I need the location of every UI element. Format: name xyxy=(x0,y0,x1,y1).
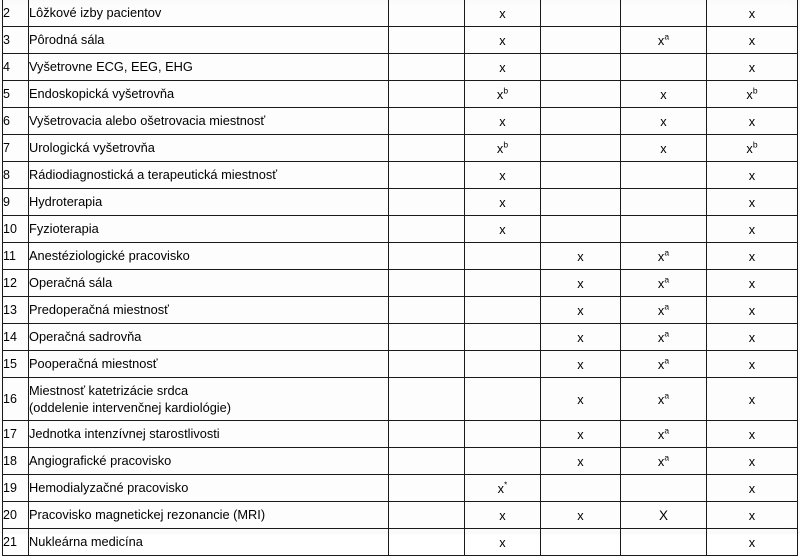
mark-cell-m5 xyxy=(707,529,798,556)
mark-glyph: x xyxy=(657,329,665,345)
table-row xyxy=(3,162,798,189)
row-label-line1: Pracovisko magnetickej rezonancie (MRI) xyxy=(29,507,266,523)
row-number: 14 xyxy=(3,324,29,351)
mark-cell-m5 xyxy=(707,270,798,297)
row-label xyxy=(29,108,389,135)
mark-glyph: x xyxy=(577,248,584,264)
row-number: 12 xyxy=(3,270,29,297)
mark-cell-m3 xyxy=(541,378,621,421)
mark-cell-m3 xyxy=(541,81,621,108)
row-number: 13 xyxy=(3,297,29,324)
mark-cell-m4 xyxy=(621,27,707,54)
mark-cell-m1 xyxy=(389,378,465,421)
mark-glyph: x xyxy=(577,507,584,523)
mark-cell-m1 xyxy=(389,135,465,162)
row-label-line1: Jednotka intenzívnej starostlivosti xyxy=(29,426,220,442)
row-label xyxy=(29,0,389,27)
row-number: 9 xyxy=(3,189,29,216)
row-number: 21 xyxy=(3,529,29,556)
row-label-line1: Hemodialyzačné pracovisko xyxy=(29,480,189,496)
mark-cell-m2 xyxy=(465,162,541,189)
mark-cell-m2 xyxy=(465,216,541,243)
row-label xyxy=(29,378,389,421)
table-row xyxy=(3,135,798,162)
mark-cell-m2 xyxy=(465,351,541,378)
mark-cell-m3 xyxy=(541,475,621,502)
row-label-line1: Operačná sadrovňa xyxy=(29,329,142,345)
mark-cell-m5 xyxy=(707,448,798,475)
row-label-line1: Operačná sála xyxy=(29,275,113,291)
table-row xyxy=(3,270,798,297)
table-row xyxy=(3,378,798,421)
mark-glyph: x xyxy=(748,167,756,183)
mark-cell-m3 xyxy=(541,54,621,81)
row-label xyxy=(29,162,389,189)
row-label xyxy=(29,81,389,108)
mark-cell-m2 xyxy=(465,54,541,81)
table-row xyxy=(3,243,798,270)
mark-glyph: x xyxy=(496,86,504,102)
mark-glyph: x xyxy=(499,113,506,129)
mark-cell-m1 xyxy=(389,297,465,324)
mark-cell-m4 xyxy=(621,448,707,475)
mark-superscript: b xyxy=(503,139,509,150)
row-label-line1: Hydroterapia xyxy=(29,194,103,210)
mark-cell-m5 xyxy=(707,502,798,529)
row-label-line1: Fyzioterapia xyxy=(29,221,99,237)
mark-cell-m5 xyxy=(707,81,798,108)
mark-glyph: x xyxy=(657,302,665,318)
row-label-line1: Miestnosť katetrizácie srdca xyxy=(29,382,189,398)
mark-glyph: x xyxy=(748,248,756,264)
mark-cell-m4 xyxy=(621,54,707,81)
row-label-line1: Rádiodiagnostická a terapeutická miestnosť xyxy=(29,167,278,183)
row-label xyxy=(29,135,389,162)
table-row xyxy=(3,54,798,81)
mark-glyph: x xyxy=(657,453,665,469)
mark-cell-m3 xyxy=(541,448,621,475)
mark-cell-m1 xyxy=(389,54,465,81)
table-row xyxy=(3,351,798,378)
mark-cell-m4 xyxy=(621,529,707,556)
mark-glyph: x xyxy=(657,32,665,48)
mark-cell-m2 xyxy=(465,0,541,27)
mark-glyph: x xyxy=(577,426,584,442)
mark-cell-m5 xyxy=(707,324,798,351)
row-label-line1: Angiografické pracovisko xyxy=(29,453,172,469)
mark-cell-m2 xyxy=(465,135,541,162)
mark-glyph: x xyxy=(748,275,756,291)
row-number: 10 xyxy=(3,216,29,243)
mark-cell-m1 xyxy=(389,27,465,54)
mark-cell-m4 xyxy=(621,297,707,324)
mark-glyph: x xyxy=(657,275,665,291)
row-number: 6 xyxy=(3,108,29,135)
mark-superscript: a xyxy=(664,274,670,285)
mark-cell-m3 xyxy=(541,529,621,556)
mark-glyph: x xyxy=(657,248,665,264)
mark-cell-m3 xyxy=(541,162,621,189)
row-label xyxy=(29,324,389,351)
mark-cell-m5 xyxy=(707,162,798,189)
mark-glyph: x xyxy=(499,507,506,523)
table-row xyxy=(3,502,798,529)
mark-glyph: x xyxy=(748,391,756,407)
mark-cell-m1 xyxy=(389,421,465,448)
table-row xyxy=(3,297,798,324)
row-label-line1: Lôžkové izby pacientov xyxy=(29,5,162,21)
row-label-line1: Anestéziologické pracovisko xyxy=(29,248,190,264)
mark-cell-m2 xyxy=(465,189,541,216)
mark-glyph: x xyxy=(748,221,756,237)
mark-cell-m1 xyxy=(389,216,465,243)
mark-cell-m4 xyxy=(621,324,707,351)
mark-glyph: x xyxy=(748,480,756,496)
mark-cell-m2 xyxy=(465,421,541,448)
mark-cell-m5 xyxy=(707,421,798,448)
mark-glyph: x xyxy=(748,194,756,210)
mark-cell-m1 xyxy=(389,81,465,108)
table-row xyxy=(3,27,798,54)
mark-cell-m1 xyxy=(389,0,465,27)
mark-glyph: x xyxy=(748,302,756,318)
mark-glyph: x xyxy=(577,329,584,345)
row-number: 20 xyxy=(3,502,29,529)
mark-glyph: x xyxy=(497,480,505,496)
mark-glyph: x xyxy=(660,140,667,156)
mark-cell-m5 xyxy=(707,243,798,270)
mark-glyph: X xyxy=(658,507,668,523)
table-row xyxy=(3,0,798,27)
mark-cell-m3 xyxy=(541,351,621,378)
mark-glyph: x xyxy=(499,167,506,183)
row-label xyxy=(29,448,389,475)
mark-cell-m5 xyxy=(707,351,798,378)
mark-glyph: x xyxy=(748,507,756,523)
mark-cell-m5 xyxy=(707,135,798,162)
mark-cell-m2 xyxy=(465,378,541,421)
mark-cell-m3 xyxy=(541,108,621,135)
row-label xyxy=(29,216,389,243)
mark-cell-m2 xyxy=(465,448,541,475)
mark-cell-m3 xyxy=(541,27,621,54)
mark-cell-m2 xyxy=(465,27,541,54)
mark-glyph: x xyxy=(499,5,506,21)
mark-cell-m4 xyxy=(621,216,707,243)
mark-superscript: a xyxy=(664,452,670,463)
mark-cell-m1 xyxy=(389,189,465,216)
row-number: 8 xyxy=(3,162,29,189)
mark-cell-m3 xyxy=(541,324,621,351)
table-row xyxy=(3,216,798,243)
row-number: 7 xyxy=(3,135,29,162)
table-row xyxy=(3,421,798,448)
row-number: 15 xyxy=(3,351,29,378)
table-row xyxy=(3,529,798,556)
mark-cell-m3 xyxy=(541,135,621,162)
mark-cell-m1 xyxy=(389,243,465,270)
row-number: 3 xyxy=(3,27,29,54)
row-number: 19 xyxy=(3,475,29,502)
mark-superscript: * xyxy=(504,479,508,490)
mark-superscript: a xyxy=(664,247,670,258)
mark-superscript: a xyxy=(664,328,670,339)
row-number: 17 xyxy=(3,421,29,448)
mark-cell-m2 xyxy=(465,81,541,108)
mark-glyph: x xyxy=(499,194,506,210)
mark-cell-m5 xyxy=(707,27,798,54)
mark-glyph: x xyxy=(748,32,756,48)
mark-cell-m5 xyxy=(707,378,798,421)
row-label-line1: Nukleárna medicína xyxy=(29,534,143,550)
mark-glyph: x xyxy=(577,302,584,318)
mark-cell-m3 xyxy=(541,297,621,324)
mark-cell-m1 xyxy=(389,324,465,351)
row-number: 5 xyxy=(3,81,29,108)
row-label xyxy=(29,297,389,324)
mark-cell-m5 xyxy=(707,297,798,324)
mark-cell-m4 xyxy=(621,81,707,108)
mark-cell-m2 xyxy=(465,475,541,502)
mark-glyph: x xyxy=(746,86,753,102)
mark-glyph: x xyxy=(499,534,506,550)
mark-glyph: x xyxy=(748,329,756,345)
mark-cell-m4 xyxy=(621,475,707,502)
row-label-line1: Vyšetrovne ECG, EEG, EHG xyxy=(29,59,193,75)
mark-cell-m4 xyxy=(621,502,707,529)
mark-glyph: x xyxy=(657,426,665,442)
mark-glyph: x xyxy=(577,275,584,291)
mark-cell-m3 xyxy=(541,0,621,27)
mark-cell-m1 xyxy=(389,351,465,378)
mark-cell-m5 xyxy=(707,216,798,243)
mark-cell-m4 xyxy=(621,270,707,297)
mark-cell-m3 xyxy=(541,421,621,448)
mark-cell-m4 xyxy=(621,135,707,162)
mark-glyph: x xyxy=(499,221,506,237)
mark-glyph: x xyxy=(657,391,665,407)
mark-cell-m2 xyxy=(465,502,541,529)
mark-cell-m3 xyxy=(541,243,621,270)
mark-cell-m2 xyxy=(465,270,541,297)
mark-glyph: x xyxy=(748,59,756,75)
mark-superscript: b xyxy=(752,85,758,96)
row-label xyxy=(29,270,389,297)
row-label xyxy=(29,502,389,529)
table-row xyxy=(3,448,798,475)
mark-cell-m2 xyxy=(465,297,541,324)
table-row xyxy=(3,81,798,108)
mark-glyph: x xyxy=(748,534,756,550)
mark-glyph: x xyxy=(577,356,584,372)
mark-cell-m1 xyxy=(389,475,465,502)
mark-superscript: a xyxy=(664,390,670,401)
mark-cell-m5 xyxy=(707,189,798,216)
mark-glyph: x xyxy=(748,453,756,469)
mark-glyph: x xyxy=(748,356,756,372)
mark-cell-m4 xyxy=(621,0,707,27)
mark-cell-m1 xyxy=(389,108,465,135)
row-label-line1: Pooperačná miestnosť xyxy=(29,356,158,372)
row-label-line1: Pôrodná sála xyxy=(29,32,105,48)
mark-cell-m3 xyxy=(541,189,621,216)
mark-glyph: x xyxy=(577,453,584,469)
row-label xyxy=(29,475,389,502)
row-label-line1: Urologická vyšetrovňa xyxy=(29,140,155,156)
row-label xyxy=(29,421,389,448)
table-body xyxy=(3,0,798,556)
requirements-table xyxy=(2,0,798,556)
mark-glyph: x xyxy=(746,140,753,156)
mark-cell-m3 xyxy=(541,502,621,529)
mark-glyph: x xyxy=(496,140,504,156)
mark-superscript: a xyxy=(664,301,670,312)
row-number: 11 xyxy=(3,243,29,270)
mark-cell-m4 xyxy=(621,243,707,270)
mark-superscript: a xyxy=(664,31,670,42)
mark-cell-m5 xyxy=(707,54,798,81)
mark-superscript: a xyxy=(664,355,670,366)
row-number: 2 xyxy=(3,0,29,27)
mark-cell-m5 xyxy=(707,0,798,27)
table-row xyxy=(3,108,798,135)
table-row xyxy=(3,189,798,216)
table-row xyxy=(3,475,798,502)
row-label xyxy=(29,529,389,556)
mark-glyph: x xyxy=(499,32,506,48)
mark-cell-m3 xyxy=(541,270,621,297)
row-number: 16 xyxy=(3,378,29,421)
mark-cell-m4 xyxy=(621,421,707,448)
row-label xyxy=(29,351,389,378)
row-label-line1: Endoskopická vyšetrovňa xyxy=(29,86,175,102)
mark-glyph: x xyxy=(499,59,506,75)
mark-cell-m4 xyxy=(621,108,707,135)
mark-cell-m1 xyxy=(389,448,465,475)
mark-cell-m1 xyxy=(389,502,465,529)
mark-cell-m4 xyxy=(621,162,707,189)
mark-superscript: b xyxy=(503,85,509,96)
row-number: 18 xyxy=(3,448,29,475)
mark-glyph: x xyxy=(660,113,667,129)
mark-glyph: x xyxy=(748,426,756,442)
mark-cell-m3 xyxy=(541,216,621,243)
mark-cell-m2 xyxy=(465,324,541,351)
row-label-line2: (oddelenie intervenčnej kardiológie) xyxy=(29,400,232,415)
row-label xyxy=(29,189,389,216)
mark-glyph: x xyxy=(577,391,584,407)
mark-glyph: x xyxy=(657,356,665,372)
row-label-line1: Vyšetrovacia alebo ošetrovacia miestnosť xyxy=(29,113,266,129)
mark-superscript: a xyxy=(664,425,670,436)
row-label xyxy=(29,54,389,81)
row-label xyxy=(29,27,389,54)
mark-cell-m1 xyxy=(389,270,465,297)
row-label xyxy=(29,243,389,270)
mark-cell-m5 xyxy=(707,475,798,502)
mark-cell-m4 xyxy=(621,351,707,378)
row-label-line1: Predoperačná miestnosť xyxy=(29,302,169,318)
table-row xyxy=(3,324,798,351)
mark-cell-m1 xyxy=(389,162,465,189)
mark-glyph: x xyxy=(748,5,756,21)
mark-superscript: b xyxy=(752,139,758,150)
mark-cell-m2 xyxy=(465,529,541,556)
mark-cell-m1 xyxy=(389,529,465,556)
mark-glyph: x xyxy=(660,86,667,102)
mark-glyph: x xyxy=(748,113,756,129)
mark-cell-m2 xyxy=(465,243,541,270)
mark-cell-m5 xyxy=(707,108,798,135)
mark-cell-m4 xyxy=(621,378,707,421)
mark-cell-m4 xyxy=(621,189,707,216)
mark-cell-m2 xyxy=(465,108,541,135)
row-number: 4 xyxy=(3,54,29,81)
